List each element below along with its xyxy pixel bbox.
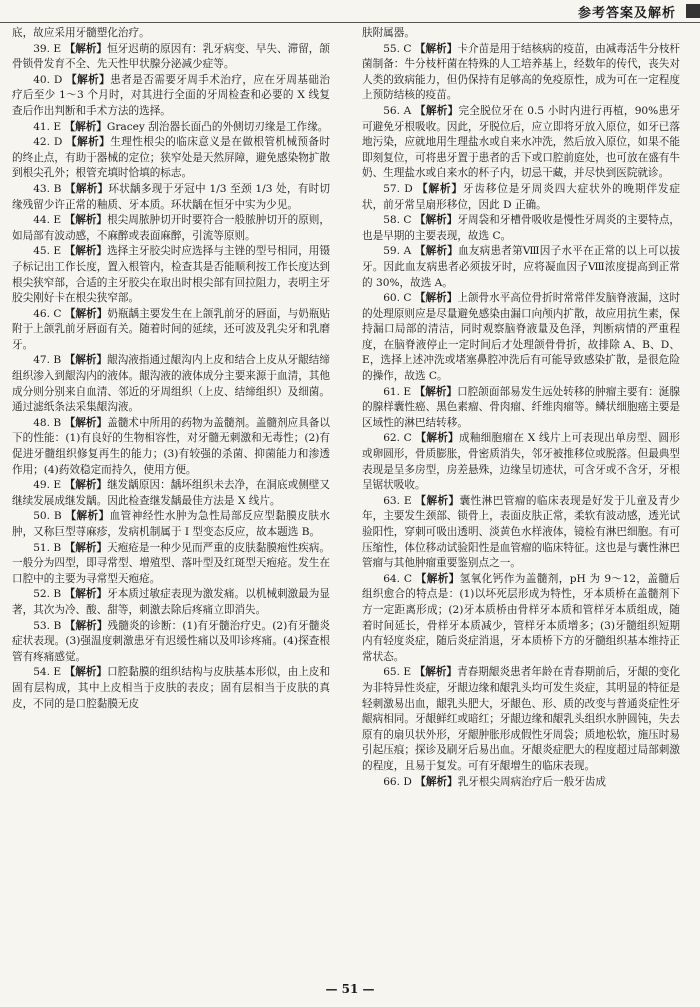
analysis-tag: 【解析】: [64, 354, 108, 367]
answer-text: 口腔黏膜的组织结构与皮肤基本形似，由上皮和固有层构成，其中上皮相当于皮肤的表皮；固有层相当于皮肤的真皮，不同的是口腔黏膜无皮: [12, 666, 330, 710]
answer-text: Gracey 刮治器长面凸的外侧切刃缘是工作缘。: [106, 120, 329, 133]
header-title: 参考答案及解析: [577, 6, 676, 21]
analysis-tag: 【解析】: [415, 775, 458, 788]
answer-entry: [12, 73, 330, 120]
answer-text: 继发龋原因：龋坏组织未去净，在洞底或侧壁又继续发展成继发龋。因此检查继发龋最佳方法是 X 线片。: [12, 479, 330, 507]
answer-number: 65. E: [383, 666, 412, 679]
header-corner-block: [686, 4, 700, 18]
answer-number: 40. D: [33, 73, 63, 86]
answer-entry: [362, 775, 680, 791]
answer-entry: [362, 291, 680, 385]
analysis-tag: 【解析】: [414, 104, 459, 117]
answer-number: 42. D: [33, 136, 63, 149]
analysis-tag: 【解析】: [64, 541, 108, 554]
answer-entry: [12, 244, 330, 306]
analysis-tag: 【解析】: [414, 42, 458, 55]
answer-number: 41. E: [33, 120, 62, 133]
left-column: [12, 26, 330, 976]
answer-number: 48. B: [33, 416, 62, 429]
answer-text: 患者是否需要牙周手术治疗，应在牙周基础治疗后至少 1～3 个月时，对其进行全面的牙周检查和必要的 X 线复查后作出判断和手术方法的选择。: [12, 73, 330, 117]
answer-entry: [12, 541, 330, 588]
analysis-tag: 【解析】: [64, 619, 108, 632]
analysis-tag: 【解析】: [415, 494, 460, 507]
answer-entry: [12, 587, 330, 618]
answer-number: 55. C: [383, 42, 412, 55]
answer-text: 血友病患者第Ⅷ因子水平在正常的以上可以拔牙。因此血友病患者必须拔牙时，应将凝血因子Ⅷ浓度提高到正常的 30%，故选 A。: [362, 245, 680, 289]
answer-text: 口腔颌面部易发生远处转移的肿瘤主要有：涎腺的腺样囊性癌、黑色素瘤、骨肉瘤、纤维肉瘤等。鳞状细胞癌主要是区域性的淋巴结转移。: [362, 385, 680, 429]
answer-text: 生理性根尖的临床意义是在做根管机械预备时的终止点，有助于器械的定位；狭窄处是天然屏障，避免感染物扩散到根尖孔外；根管充填时恰填的标志。: [12, 136, 330, 180]
answer-entry: [12, 213, 330, 244]
analysis-tag: 【解析】: [415, 432, 459, 445]
answer-text: 环状龋多现于牙冠中 1/3 至颈 1/3 处，有时切缘残留少许正常的釉质、牙本质。环状龋在恒牙中实为少见。: [12, 182, 330, 211]
answer-text: 成釉细胞瘤在 X 线片上可表现出单房型、圆形或卵圆形，骨质膨胀，骨密质消失，邻牙被推移位或脱落。但最典型表现是呈多房型，房差悬殊，边缘呈切迹状，可含牙或不含牙，牙根呈锯状吸收。: [362, 432, 680, 492]
analysis-tag: 【解析】: [414, 245, 459, 258]
answer-entry: [12, 26, 330, 42]
analysis-tag: 【解析】: [64, 479, 108, 492]
answer-entry: [12, 665, 330, 712]
analysis-tag: 【解析】: [65, 182, 109, 195]
answer-entry: [12, 120, 330, 136]
answer-number: 57. D: [383, 182, 413, 195]
analysis-tag: 【解析】: [414, 292, 458, 305]
answer-entry: [362, 182, 680, 213]
analysis-tag: 【解析】: [66, 73, 111, 86]
right-column: [362, 26, 680, 976]
answer-entry: [362, 385, 680, 432]
answer-text: 氢氧化钙作为盖髓剂，pH 为 9～12，盖髓后组织愈合的特点是：(1)以坏死层形成为特性，牙本质桥在盖髓剂下方一定距离形成；(2)牙本质桥由骨样牙本质和管样牙本质组成，随着时间延长，骨样牙本质减少，管样牙本质增多；(3)牙髓组织短期内有轻度炎症，随后炎症消退，牙本质桥下方的牙髓组织基本维持正常状态。: [362, 572, 680, 663]
answer-entry: [362, 494, 680, 572]
answer-number: 62. C: [383, 432, 412, 445]
analysis-tag: 【解析】: [64, 245, 108, 258]
answer-number: 61. E: [383, 385, 412, 398]
answer-text: 根尖周脓肿切开时要符合一般脓肿切开的原则，如局部有波动感，不麻醉或表面麻醉，引流等原则。: [12, 214, 330, 242]
answer-entry: [362, 572, 680, 666]
analysis-tag: 【解析】: [64, 307, 108, 320]
answer-text: 完全脱位牙在 0.5 小时内进行再植，90%患牙可避免牙根吸收。因此，牙脱位后，应立即将牙放入原位，如牙已落地污染，应就地用生理盐水或自来水冲洗，然后放入原位，如果不能即刻复位，可将患牙置于患者的舌下或口腔前庭处，也可放在盛有牛奶、生理盐水或自来水的杯子内，切忌干藏，并尽快到医院就诊。: [362, 104, 680, 180]
analysis-tag: 【解析】: [64, 120, 107, 133]
analysis-tag: 【解析】: [64, 214, 108, 227]
answer-text: 恒牙迟萌的原因有：乳牙病变、早失、滞留，颌骨锁骨发育不全、先天性甲状腺分泌减少症等。: [12, 42, 330, 71]
analysis-tag: 【解析】: [415, 572, 460, 585]
answer-text: 肤附属器。: [362, 27, 415, 39]
answer-text: 上颌骨水平高位骨折时常常伴发脑脊液漏，这时的处理原则应是尽量避免感染由漏口向颅内扩散，故应用抗生素，保持漏口局部的清洁，同时观察脑脊液量及色泽，判断病情的严重程度，在脑脊液停止一定时间后才处理颌骨骨折，故排除 A、B、D、E，选择上述冲洗或堵塞鼻腔冲洗后有可能导致感染扩散，是很危险的操作，故选 C。: [362, 292, 680, 383]
answer-number: 64. C: [383, 572, 412, 585]
page-header: [0, 0, 700, 23]
analysis-tag: 【解析】: [64, 666, 108, 679]
answer-number: 50. B: [33, 510, 62, 523]
answer-text: 盖髓术中所用的药物为盖髓剂。盖髓剂应具备以下的性能：(1)有良好的生物相容性，对牙髓无刺激和无毒性；(2)有促进牙髓组织修复再生的能力；(3)有较强的杀菌、抑菌能力和渗透作用；(4)药效稳定而持久，使用方便。: [12, 416, 330, 476]
answer-text: 青春期龈炎患者年龄在青春期前后，牙龈的变化为非特异性炎症，牙龈边缘和龈乳头均可发生炎症，其明显的特征是轻刺激易出血，龈乳头肥大，牙龈色、形、质的改变与普通炎症性牙龈病相同。牙龈鲜红或暗红；牙龈边缘和龈乳头组织水肿圆钝，失去原有的扇贝状外形，牙龈肿胀形成假性牙周袋；质地松软，施压时易引起压痕；探诊及刷牙后易出血。牙龈炎症肥大的程度超过局部刺激的程度，且易于复发。可有牙龈增生的临床表现。: [362, 666, 680, 772]
answer-text: 底，故应采用牙髓塑化治疗。: [12, 27, 150, 39]
answer-number: 53. B: [33, 619, 62, 632]
analysis-tag: 【解析】: [65, 510, 110, 523]
analysis-tag: 【解析】: [64, 42, 108, 55]
answer-entry: [12, 478, 330, 509]
answer-number: 54. E: [33, 666, 62, 679]
analysis-tag: 【解析】: [64, 416, 108, 429]
answer-entry: [12, 182, 330, 213]
answer-number: 44. E: [33, 214, 62, 227]
answer-number: 58. C: [383, 214, 412, 227]
answer-text: 龈沟液指通过龈沟内上皮和结合上皮从牙龈结缔组织渗入到龈沟内的液体。龈沟液的液体成分主要来源于血清，其他成分则分别来自血清、邻近的牙周组织（上皮、结缔组织）及细菌。通过滤纸条法采集龈沟液。: [12, 354, 330, 414]
answer-entry: [362, 42, 680, 104]
answer-entry: [362, 104, 680, 182]
answer-number: 45. E: [33, 245, 62, 258]
answer-text: 牙齿移位是牙周炎四大症状外的晚期伴发症状，前牙常呈扇形移位，因此 D 正确。: [362, 182, 680, 211]
answer-number: 63. E: [383, 494, 412, 507]
answer-entry: [12, 353, 330, 415]
analysis-tag: 【解析】: [64, 588, 108, 601]
answer-number: 46. C: [33, 307, 62, 320]
answer-number: 49. E: [33, 479, 62, 492]
answer-text: 牙周袋和牙槽骨吸收是慢性牙周炎的主要特点，也是早期的主要表现，故选 C。: [362, 214, 680, 242]
answer-text: 乳牙根尖周病治疗后一般牙齿成: [457, 775, 606, 788]
answer-number: 60. C: [383, 292, 412, 305]
answer-text: 囊性淋巴管瘤的临床表现是好发于儿童及青少年，主要发生颈部、锁骨上，表面皮肤正常，柔软有波动感，透光试验阳性，穿刺可吸出透明、淡黄色水样液体，镜检有淋巴细胞。有可压缩性，体位移动试验阳性是血管瘤的临床特征。这也是与囊性淋巴管瘤与其他肿瘤重要鉴别点之一。: [362, 494, 680, 570]
answer-entry: [362, 213, 680, 244]
analysis-tag: 【解析】: [414, 214, 458, 227]
answer-number: 66. D: [383, 775, 412, 788]
answer-number: 39. E: [33, 42, 62, 55]
answer-number: 56. A: [383, 104, 412, 117]
answer-entry: [12, 307, 330, 354]
analysis-tag: 【解析】: [417, 182, 463, 195]
answer-text: 血管神经性水肿为急性局部反应型黏膜皮肤水肿，又称巨型荨麻疹，发病机制属于 I 型变态反应，故本题选 B。: [12, 510, 330, 538]
answer-entry: [12, 619, 330, 666]
answer-text: 残髓炎的诊断：(1)有牙髓治疗史。(2)有牙髓炎症状表现。(3)强温度刺激患牙有迟缓性痛以及叩诊疼痛。(4)探查根管有疼痛感觉。: [12, 619, 330, 663]
analysis-tag: 【解析】: [414, 666, 458, 679]
answer-entry: [12, 42, 330, 73]
answer-entry: [362, 665, 680, 774]
answer-text: 选择主牙胶尖时应选择与主锉的型号相同，用镊子标记出工作长度，置入根管内，检查其是否能顺利按工作长度达到根尖狭窄部，合适的主牙胶尖在取出时根尖部有回拉阻力，表明主牙胶尖刚好卡在根尖狭窄部。: [12, 245, 330, 305]
answer-number: 51. B: [33, 541, 62, 554]
page-number: — 51 —: [325, 982, 375, 996]
answer-text: 卡介苗是用于结核病的疫苗，由减毒活牛分枝杆菌制备：牛分枝杆菌在特殊的人工培养基上，经数年的传代，丧失对人类的致病能力，但仍保持有足够高的免疫原性，成为可在一定程度上预防结核的疫苗。: [362, 42, 680, 102]
analysis-tag: 【解析】: [66, 136, 111, 149]
answer-number: 43. B: [33, 182, 62, 195]
answer-text: 牙本质过敏症表现为激发痛。以机械刺激最为显著，其次为冷、酸、甜等，刺激去除后疼痛立即消失。: [12, 588, 330, 616]
answer-entry: [362, 431, 680, 493]
answer-entry: [362, 244, 680, 291]
answer-text: 奶瓶龋主要发生在上颌乳前牙的唇面，与奶瓶贴附于上颌乳前牙唇面有关。随着时间的延续，还可波及乳尖牙和乳磨牙。: [12, 307, 330, 351]
answer-text: 天疱疮是一种少见而严重的皮肤黏膜疱性疾病。一般分为四型，即寻常型、增殖型、落叶型及红斑型天疱疮。发生在口腔中的主要为寻常型天疱疮。: [12, 541, 330, 585]
answer-entry: [12, 416, 330, 478]
analysis-tag: 【解析】: [414, 385, 458, 398]
answer-number: 59. A: [383, 245, 412, 258]
answer-number: 52. B: [33, 588, 62, 601]
answer-entry: [12, 509, 330, 540]
answer-number: 47. B: [33, 354, 62, 367]
answer-entry: [362, 26, 680, 42]
answer-entry: [12, 135, 330, 182]
